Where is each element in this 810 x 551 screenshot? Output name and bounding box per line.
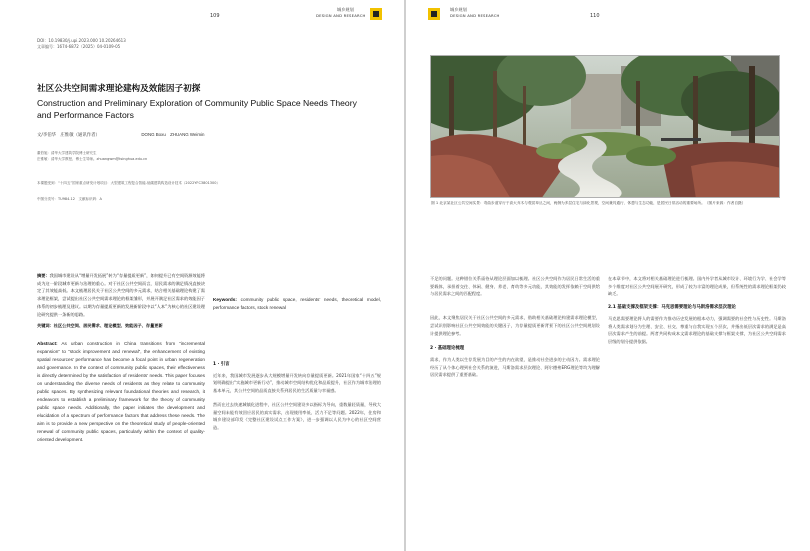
journal-name-cn-right: 城乡规划	[450, 7, 467, 12]
affiliation-2: 庄惟敏：清华大学教授、博士生导师。zhuangwm@tsinghua.edu.cn	[37, 157, 148, 161]
park-path-illustration	[431, 56, 780, 198]
authors-en: DONG Boxu ZHUANG Weimin	[141, 132, 205, 137]
section-2-1-title: 2.1 基础支撑及框架支撑：马克思需要理论与马斯洛需求层次理论	[608, 305, 736, 311]
abstract-en-label: Abstract:	[37, 340, 58, 346]
authors	[37, 132, 204, 138]
body-column-3	[430, 275, 600, 545]
abstract-en	[37, 340, 205, 444]
section-1-title: 1 · 引言	[213, 362, 230, 367]
section-2-paragraph-1: 需求，作为人类以生存发展为目的产生的内在欲望，是推动社会进步的主动因力。需求理论经历了从个体心理到社会关系的演进，马斯洛需求层次理论、阿尔德弗ERG理论等均为理解居民需求提供了重要基础。	[430, 356, 600, 378]
journal-logo-icon-right	[428, 8, 440, 20]
affiliations	[37, 150, 147, 162]
section-1-paragraph-1: 近年来，我国城市发展逐步从大规模增量开发转向存量提质更新。2021年国家“十四五”规划明确提出“实施城市更新行动”，推动城市空间结构优化和品质提升，社区作为城市治理的基本单元，其公共空间的品质直接关系到居民的生活质量与幸福感。	[213, 372, 381, 394]
authors-cn: 文/李伯华 庄惟敏（通讯作者）	[37, 133, 100, 138]
keywords-en-label: Keywords:	[213, 297, 237, 302]
figure-1-caption: 图 1 北京某社区公共空间实景：弯曲步道穿行于高大乔木与观赏草丛之间，两侧为多层住宅与绿化景观，空间兼具通行、休憩与生态功能，是居民日常活动的重要场所。（图片来源：作者自摄）	[431, 201, 746, 205]
section-2-1-paragraph-1: 马克思需要理论将人的需要作为推动历史发展的根本动力，强调需要的社会性与历史性。马斯洛将人类需求划分为生理、安全、社交、尊重与自我实现五个层次，并指出低层次需求的满足是高层次需求产生的前提。两者共同构成本文需求理论的基础支撑与框架支撑，为社区公共空间需求层级的划分提供依据。	[608, 315, 786, 344]
article-id: 文章编号：1674-6872（2025）04-0109-05	[37, 44, 121, 49]
journal-name-cn: 城乡规划	[337, 7, 354, 12]
affiliation-1: 董伯旭：清华大学建筑学院博士研究生	[37, 151, 97, 155]
col3-paragraph-1: 不足的问题。这种错位关系亟待从理论层面加以梳理。社区公共空间作为居民日常生活的重要载体，承担着交往、休闲、健身、养老、育幼等多元功能，其效能的发挥依赖于空间供给与居民需求之间的匹配程度。	[430, 276, 600, 297]
keywords-en	[213, 296, 381, 312]
keywords-en-text: community public space, residents’ needs, theoretical model, performance factors, stock renewal	[213, 297, 381, 310]
abstract-en-text: As urban construction in China transitions from “incremental expansion” to “stock improvement and renewal”, the enhancement of existing spatial resources’ performance has become a focal point in urban regeneration and governance. In the context of community public spaces, their effectiveness is directly determined by the satisfaction of residents’ needs. This paper focuses on understanding the diverse needs of residents as they relate to community public spaces. By synthesizing relevant foundational theories and research, it endeavors to establish a preliminary framework for the theory of community public space needs. Additionally, the paper initiates the development and elucidation of a spectrum of performance factors that address these needs. The aim is to provide a new perspective on the theoretical study of people-oriented renewal of community public spaces, particularly within the context of quality-oriented development.	[37, 340, 205, 442]
abstract-column	[37, 272, 205, 542]
keywords-en-block	[213, 272, 381, 332]
intro-column	[213, 358, 381, 546]
left-page	[0, 0, 404, 551]
title-en: Construction and Preliminary Exploration of Community Public Space Needs Theory and Performance Factors	[37, 98, 357, 121]
abstract-cn	[37, 272, 205, 318]
classification: 中图分类号：TU984.12 文献标识码：A	[37, 197, 102, 201]
keywords-cn	[37, 322, 205, 330]
doi-block	[37, 38, 126, 50]
section-1-paragraph-2: 然而在过去快速城镇化进程中，社区公共空间建设多以指标为导向，重数量轻质量，导致大量空间未能有效回应居民的真实需求，出现使用率低、活力不足等问题。2022年，住房和城乡建设部印发《完整社区建设试点工作方案》，进一步强调以人民为中心的社区空间营造。	[213, 401, 381, 430]
abstract-cn-label: 摘要：	[37, 273, 50, 278]
keywords-cn-label: 关键词：	[37, 323, 54, 329]
fund-statement: 本课题受到：“十四五”国家重点研发计划项目：大型建筑工程复合智能-低碳建筑构造设计技术（2022YFC3801300）	[37, 181, 220, 185]
title-cn: 社区公共空间需求理论建构及效能因子初探	[37, 84, 201, 94]
figure-1-photo	[430, 55, 780, 198]
body-column-4	[608, 275, 786, 545]
page-number-right: 110	[590, 13, 600, 19]
journal-name-en-right: DESIGN AND RESEARCH	[450, 13, 500, 18]
section-2-title: 2 · 基础理论梳理	[430, 346, 465, 352]
col3-paragraph-2: 因此，本文聚焦居民关于社区公共空间的多元需求，借助相关基础理论构建需求理论模型，尝试识别影响社区公共空间效能的关键因子，为存量提质更新背景下的社区公共空间规划设计提供理论参考。	[430, 315, 600, 336]
doi: DOI：10.19830/j.upi.2023.000 10.20264613	[37, 38, 126, 43]
journal-name-en: DESIGN AND RESEARCH	[316, 13, 366, 18]
page-number-left: 109	[210, 13, 220, 19]
col4-paragraph-1: 在本章节中，本文将对相关基础理论进行梳理。国内外学者从城市设计、环境行为学、社会学等多个维度对社区公共空间展开研究，形成了较为丰富的理论成果，但系统性的需求理论框架仍较缺乏。	[608, 276, 786, 297]
keywords-cn-text: 社区公共空间、居民需求、理论模型、效能因子、存量更新	[53, 323, 163, 329]
journal-logo-icon	[370, 8, 382, 20]
abstract-cn-text: 我国城市建设从“增量开发拓展”转为“存量提质更新”，如何提升已有空间资源效能将成为这一阶段城市更新与治理的重心。对于社区公共空间而言，居民需求的满足情况直接决定了其效能高低。本文梳理居民关于社区公共空间的多元需求，结合相关基础理论构建了需求理论框架，尝试提出社区公共空间需求理论的框架雏形，并展开满足社区需求的效能因子体系的初步梳理及建议。以期为存量提质更新的发展新阶段中以“人本”为核心的社区建设理论研究提供一条新的思路。	[37, 273, 205, 317]
